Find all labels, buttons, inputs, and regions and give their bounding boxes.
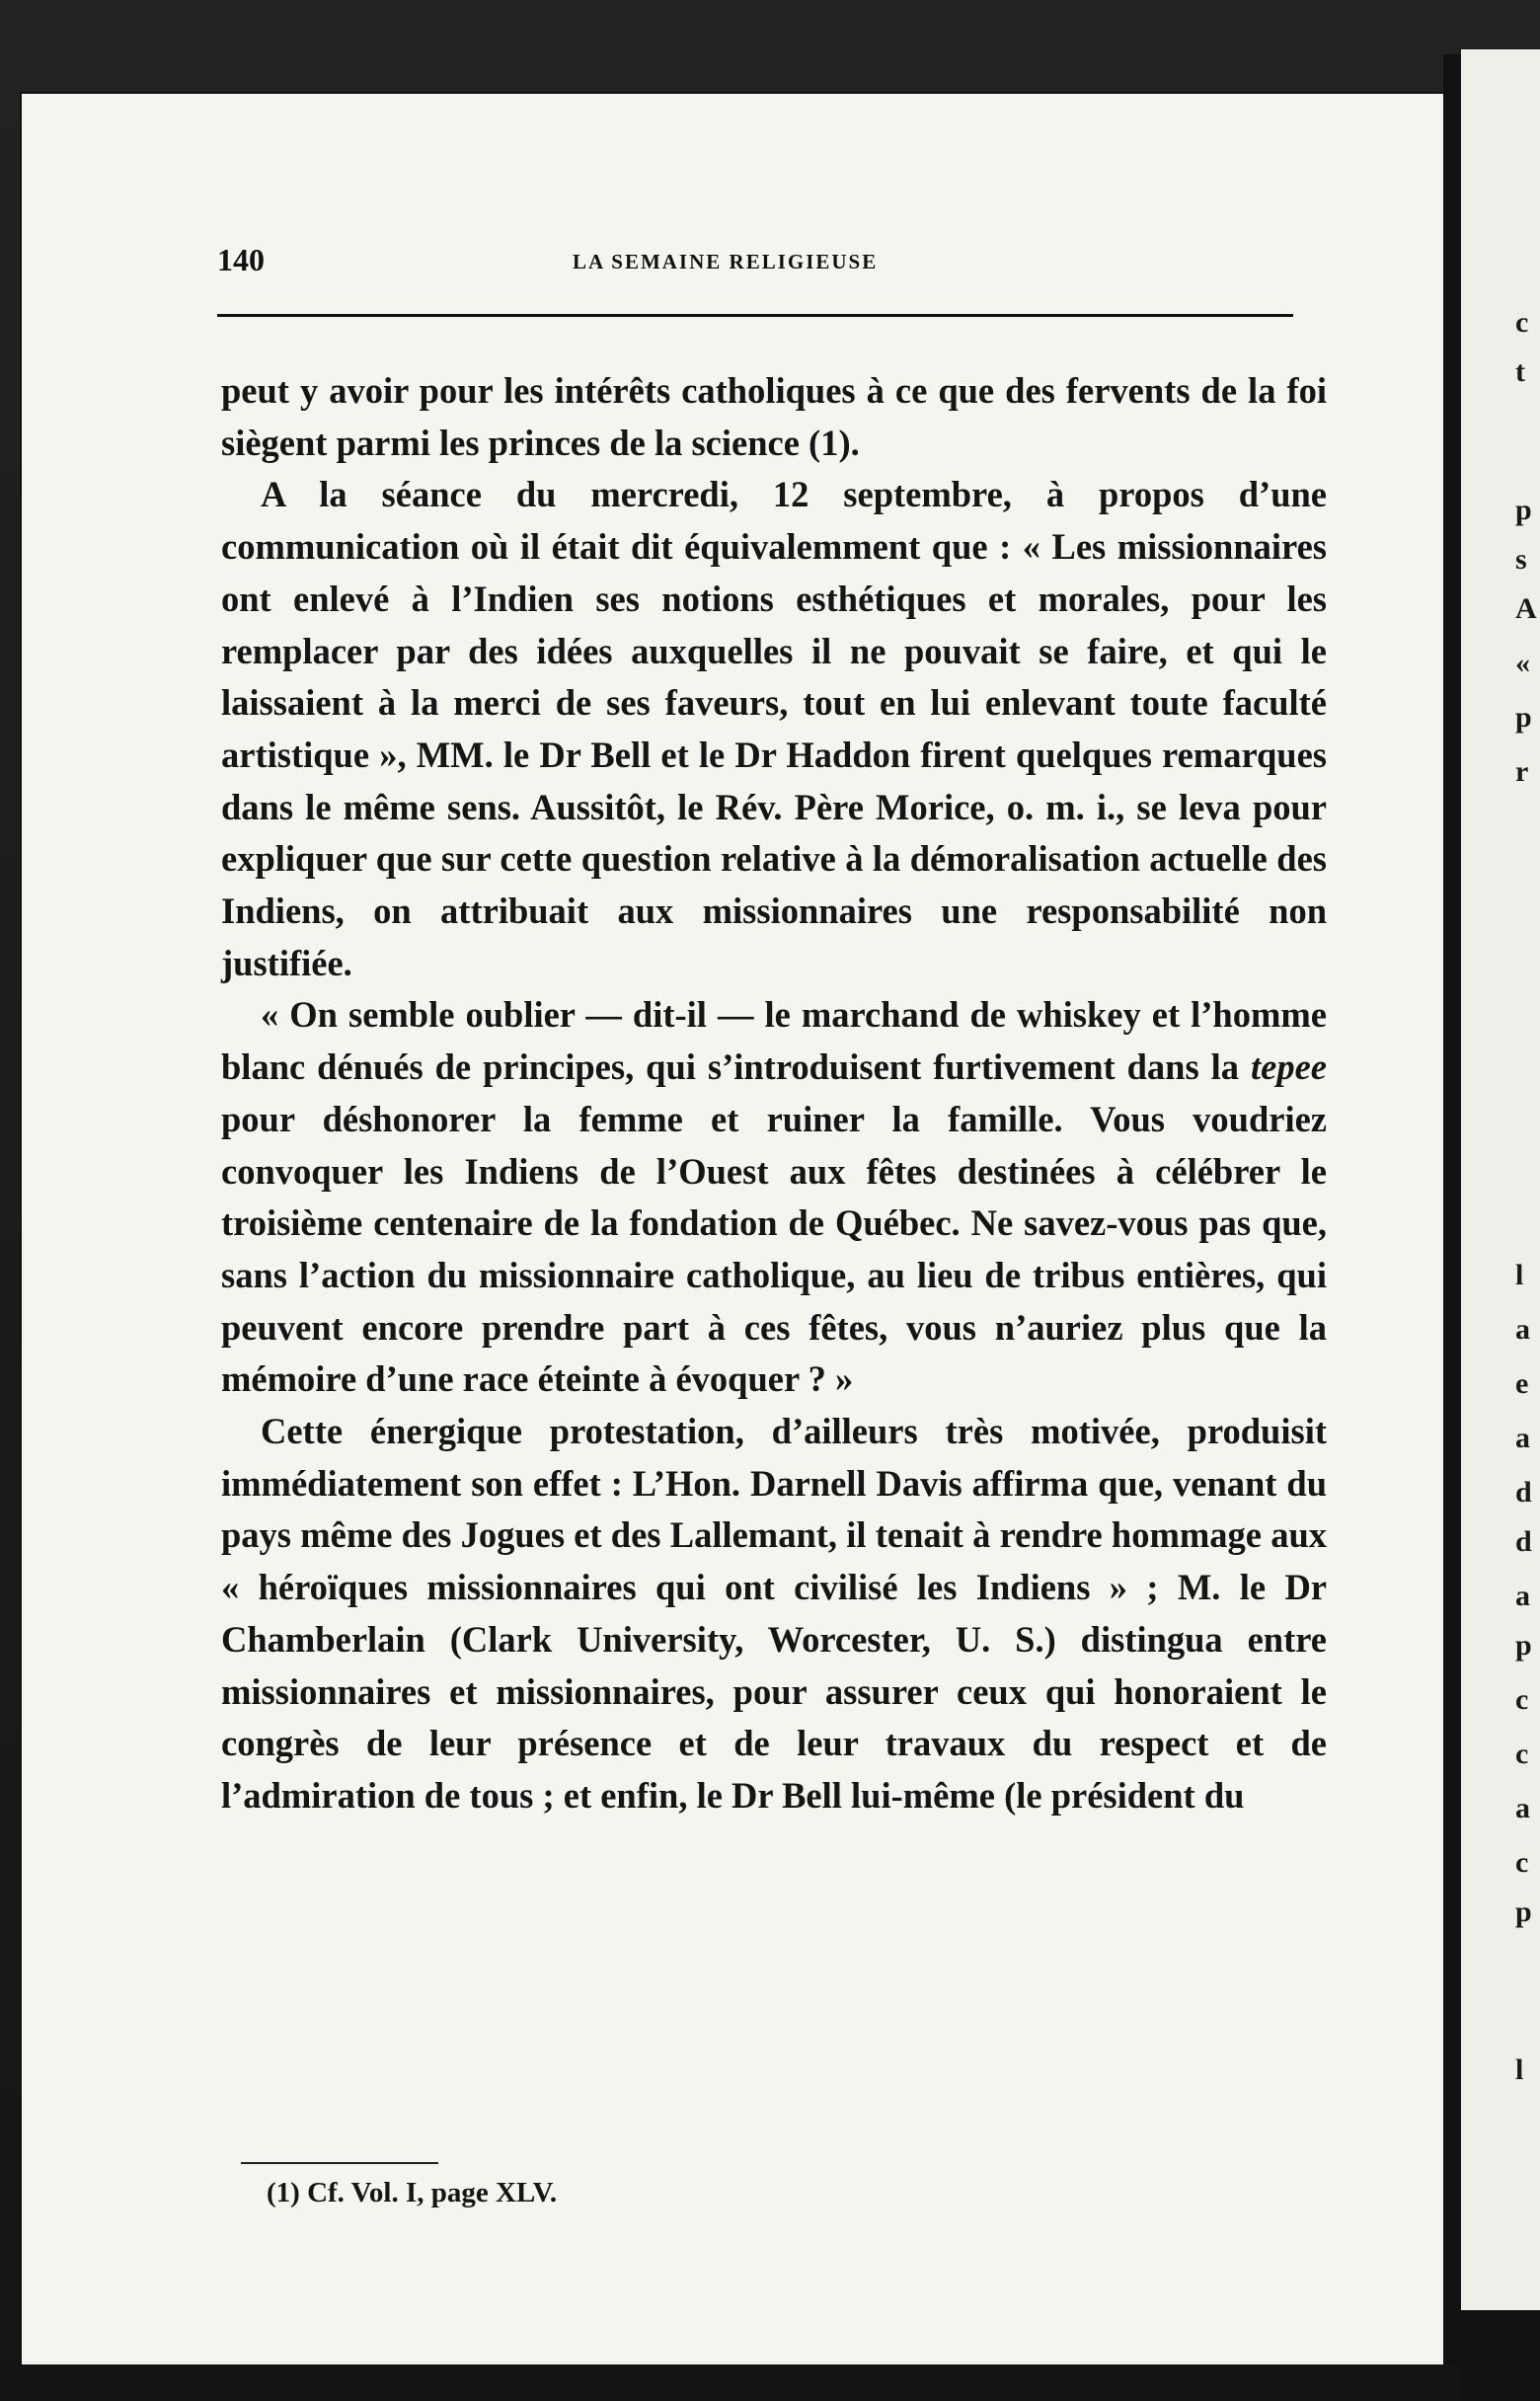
margin-letter: A [1515,592,1537,625]
margin-letter: p [1515,1896,1532,1928]
margin-letter: a [1515,1313,1530,1346]
margin-letter: l [1515,2053,1524,2086]
margin-letter: a [1515,1422,1530,1454]
running-head: LA SEMAINE RELIGIEUSE [573,250,879,273]
paragraph-4: Cette énergique protestation, d’ailleurs très motivée, produisit immédiatement son effet : L’Hon. Darnell Davis affirma que, venant du pays même des Jogues et des Lallemant, il tenait à rendre hommage aux « héroïques missionnaires qui ont civilisé les Indiens » ; M. le Dr Chamberlain (Clark University, Worcester, U. S.) distingua entre missionnaires et missionnaires, pour assurer ceux qui honoraient le congrès de leur présence et de leur travaux du respect et de l’admiration de tous ; et enfin, le Dr Bell lui-même (le président du [221,1411,1327,1816]
page-header [217,242,1303,281]
adjacent-page-edge [1461,49,1540,2310]
footnote-rule [241,2162,438,2164]
margin-letter: c [1515,1738,1529,1770]
paragraph-3-part-2: pour déshonorer la femme et ruiner la famille. Vous voudriez convoquer les Indiens de l’Ouest aux fêtes destinées à célébrer le troisième centenaire de la fondation de Québec. Ne savez-vous pas que, sans l’action du missionnaire catholique, au lieu de tribus entières, qui peuvent encore prendre part à ces fêtes, vous n’auriez plus que la mémoire d’une race éteinte à évoquer ? » [221,1098,1327,1400]
paragraph-3 [221,989,1327,1406]
body-text [221,365,1327,1822]
footnote: (1) Cf. Vol. I, page XLV. [267,2177,558,2208]
margin-letter: d [1515,1525,1532,1558]
italic-word: tepee [1251,1046,1327,1088]
margin-letter: a [1515,1792,1530,1824]
margin-letter: c [1515,1683,1529,1716]
margin-letter: d [1515,1476,1532,1509]
margin-letter: p [1515,701,1532,734]
margin-letter: p [1515,494,1532,526]
margin-letter: p [1515,1629,1532,1662]
paragraph-1: peut y avoir pour les intérêts catholiques à ce que des fervents de la foi siègent parmi les princes de la science (1). [221,370,1327,463]
header-rule [217,314,1293,317]
margin-letter: e [1515,1367,1529,1400]
scan-bottom-edge [0,2364,1461,2401]
paragraph-2: A la séance du mercredi, 12 septembre, à propos d’une communication où il était dit équivalemment que : « Les missionnaires ont enlevé à l’Indien ses notions esthétiques et morales, pour les remplacer par des idées auxquelles il ne pouvait se faire, et qui le laissaient à la merci de ses faveurs, tout en lui enlevant toute faculté artistique », MM. le Dr Bell et le Dr Haddon firent quelques remarques dans le même sens. Aussitôt, le Rév. Père Morice, o. m. i., se leva pour expliquer que sur cette question relative à la démoralisation actuelle des Indiens, on attribuait aux missionnaires une responsabilité non justifiée. [221,474,1327,983]
margin-letter: a [1515,1580,1530,1612]
margin-letter: s [1515,543,1527,576]
page-number: 140 [217,242,265,277]
paragraph-3-part-1: « On semble oublier — dit-il — le marchand de whiskey et l’homme blanc dénués de principes, qui s’introduisent furtivement dans la [221,994,1327,1088]
margin-letter: c [1515,306,1529,339]
margin-letter: l [1515,1259,1524,1291]
margin-letter: « [1515,647,1530,679]
margin-letter: c [1515,1846,1529,1879]
margin-letter: r [1515,755,1529,788]
margin-letter: t [1515,355,1525,388]
